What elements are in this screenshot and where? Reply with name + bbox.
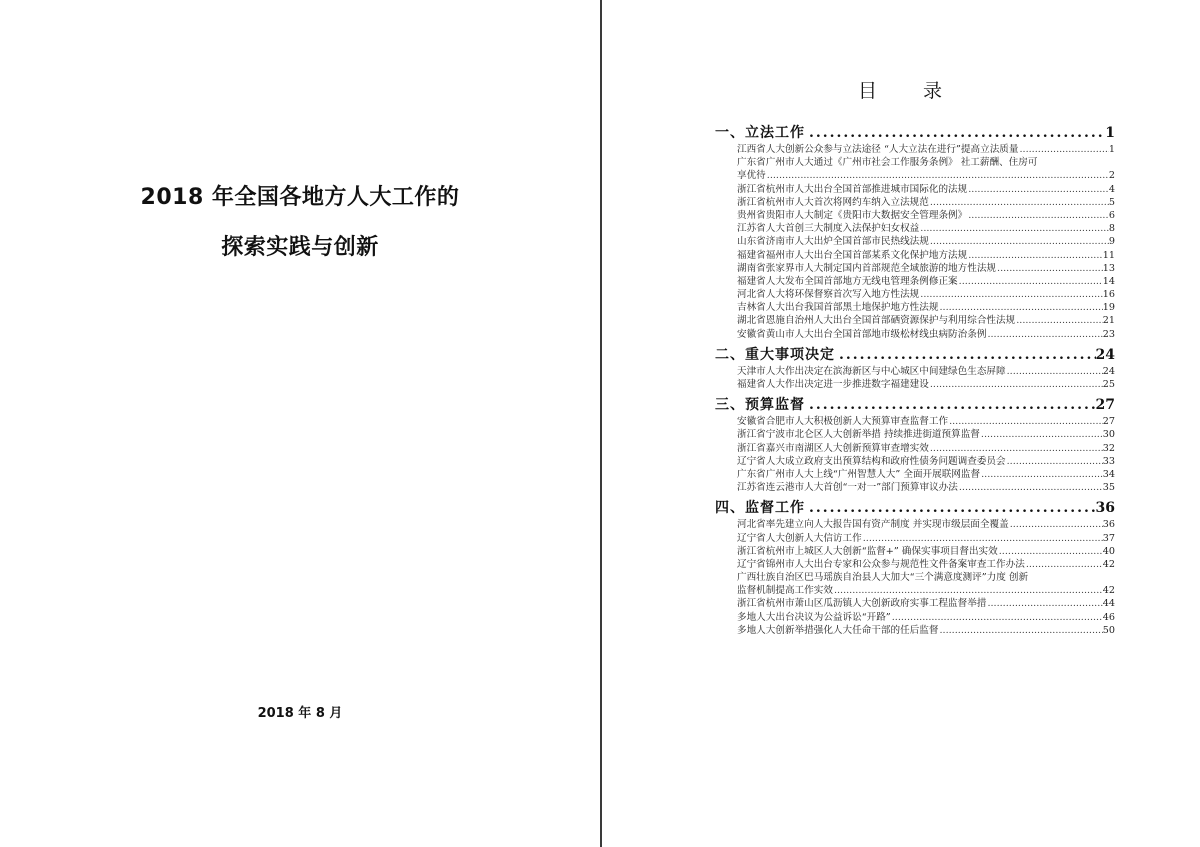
- toc-dot-leader: [996, 262, 1103, 275]
- toc-entry-page-number: 36: [1102, 519, 1115, 531]
- toc-entry-page-number: 21: [1102, 315, 1115, 327]
- toc-entry-page-number: 25: [1102, 379, 1115, 390]
- toc-dot-leader: [766, 169, 1109, 182]
- toc-entry-title-continuation: 享优待: [737, 170, 766, 182]
- toc-entry[interactable]: [737, 455, 1115, 468]
- toc-entry[interactable]: [737, 301, 1115, 314]
- toc-entry-title: 江苏省人大首创三大制度入法保护妇女权益: [737, 223, 920, 235]
- toc-entry[interactable]: [737, 415, 1115, 428]
- toc-dot-leader: [929, 235, 1109, 248]
- toc-entry-page-number: 11: [1102, 249, 1115, 261]
- toc-entry[interactable]: [737, 378, 1115, 391]
- toc-entry-title: 安徽省合肥市人大积极创新人大预算审查监督工作: [737, 416, 949, 428]
- toc-entry-page-number: 13: [1102, 262, 1115, 274]
- toc-dot-leader: [862, 532, 1103, 545]
- toc-section-heading[interactable]: [715, 123, 1115, 143]
- toc-entry-title: 浙江省嘉兴市南湖区人大创新预算审查增实效: [737, 442, 929, 454]
- toc-entry-page-number: 34: [1102, 468, 1115, 480]
- toc-dot-leader: [1009, 518, 1103, 531]
- toc-entry-title: 浙江省杭州市人大出台全国首部推进城市国际化的法规: [737, 183, 968, 195]
- toc-entry-group: [715, 365, 1115, 391]
- toc-entry-title: 河北省率先建立向人大报告国有资产制度 并实现市级层面全覆盖: [737, 519, 1009, 531]
- toc-entry[interactable]: [737, 314, 1115, 327]
- toc-entry[interactable]: [737, 468, 1115, 481]
- toc-entry-title-continuation: 监督机制提高工作实效: [737, 585, 833, 597]
- toc-entry-title: 浙江省宁波市北仑区人大创新举措 持续推进街道预算监督: [737, 429, 980, 441]
- toc-dot-leader: [919, 288, 1103, 301]
- toc-entry-page-number: 46: [1102, 611, 1115, 623]
- toc-entry-page-number: 8: [1108, 223, 1115, 235]
- toc-entry[interactable]: [737, 428, 1115, 441]
- toc-entry[interactable]: [737, 624, 1115, 637]
- toc-entry-page-number: 27: [1102, 416, 1115, 428]
- toc-entry-page-number: 42: [1102, 558, 1115, 570]
- toc-entry-title: 贵州省贵阳市人大制定《贵阳市大数据安全管理条例》: [737, 209, 968, 221]
- cover-title-line-1: 2018 年全国各地方人大工作的: [140, 185, 460, 210]
- toc-entry-page-number: 50: [1102, 624, 1115, 636]
- toc-page: [602, 0, 1200, 847]
- toc-entry-page-number: 23: [1102, 328, 1115, 340]
- toc-entry[interactable]: [737, 518, 1115, 531]
- toc-entry[interactable]: [737, 143, 1115, 156]
- toc-entry-title: 湖南省张家界市人大制定国内首部规范全域旅游的地方性法规: [737, 262, 997, 274]
- toc-dot-leader: [805, 498, 1096, 518]
- toc-section-label: 二、重大事项决定: [715, 346, 835, 363]
- toc-entry-title: 辽宁省人大成立政府支出预算结构和政府性债务问题调查委员会: [737, 455, 1006, 467]
- toc-entry-group: [715, 415, 1115, 494]
- toc-entry-title: 广东省广州市人大通过《广州市社会工作服务条例》 社工薪酬、住房可: [737, 157, 1038, 169]
- toc-dot-leader: [948, 415, 1103, 428]
- toc-entry-title: 吉林省人大出台我国首部黑土地保护地方性法规: [737, 302, 939, 314]
- toc-entry[interactable]: [737, 611, 1115, 624]
- toc-entry-page-number: 40: [1102, 545, 1115, 557]
- toc-section-heading[interactable]: [715, 395, 1115, 415]
- toc-entry[interactable]: [737, 156, 1115, 182]
- toc-dot-leader: [967, 183, 1109, 196]
- toc-entry-title: 浙江省杭州市上城区人大创新“监督+” 确保实事项目督出实效: [737, 545, 998, 557]
- toc-dot-leader: [958, 275, 1103, 288]
- toc-entry-continuation-row: [737, 169, 1115, 182]
- toc-entry[interactable]: [737, 235, 1115, 248]
- toc-entry-title: 福建省人大发布全国首部地方无线电管理条例修正案: [737, 275, 958, 287]
- toc-entry-title: 福建省人大作出决定进一步推进数字福建建设: [737, 379, 929, 390]
- toc-entry-title: 天津市人大作出决定在滨海新区与中心城区中间建绿色生态屏障: [737, 365, 1006, 377]
- toc-dot-leader: [967, 249, 1103, 262]
- toc-dot-leader: [835, 345, 1096, 365]
- toc-entry[interactable]: [737, 196, 1115, 209]
- toc-entry[interactable]: [737, 442, 1115, 455]
- toc-dot-leader: [929, 196, 1109, 209]
- toc-entry[interactable]: [737, 222, 1115, 235]
- toc-dot-leader: [1018, 143, 1108, 156]
- toc-dot-leader: [958, 481, 1103, 494]
- toc-entry[interactable]: [737, 183, 1115, 196]
- toc-entry-page-number: 37: [1102, 532, 1115, 544]
- toc-entry-title: 山东省济南市人大出炉全国首部市民热线法规: [737, 236, 929, 248]
- toc-entry[interactable]: [737, 209, 1115, 222]
- toc-section-page-number: 36: [1095, 500, 1115, 517]
- toc-dot-leader: [986, 328, 1102, 341]
- toc-entry-title: 辽宁省人大创新人大信访工作: [737, 532, 862, 544]
- toc-entry-page-number: 2: [1108, 170, 1115, 182]
- toc-entry[interactable]: [737, 275, 1115, 288]
- toc-section-heading[interactable]: [715, 498, 1115, 518]
- toc-section-label: 一、立法工作: [715, 125, 805, 141]
- toc-entry-page-number: 19: [1102, 302, 1115, 314]
- toc-entry-page-number: 24: [1102, 365, 1115, 377]
- toc-dot-leader: [938, 624, 1102, 637]
- toc-entry-title: 多地人大出台决议为公益诉讼“开路”: [737, 611, 891, 623]
- toc-entry-title: 浙江省杭州市人大首次将网约车纳入立法规范: [737, 196, 929, 208]
- toc-entry-page-number: 33: [1102, 455, 1115, 467]
- toc-entry-title: 辽宁省锦州市人大出台专家和公众参与规范性文件备案审查工作办法: [737, 558, 1025, 570]
- toc-dot-leader: [938, 301, 1102, 314]
- toc-entry[interactable]: [737, 545, 1115, 558]
- toc-dot-leader: [1006, 455, 1103, 468]
- toc-entry[interactable]: [737, 481, 1115, 494]
- toc-entry-continuation-row: [737, 584, 1115, 597]
- cover-date: 2018 年 8 月: [257, 706, 343, 721]
- toc-entry-page-number: 1: [1108, 144, 1115, 155]
- toc-entry-title: 广西壮族自治区巴马瑶族自治县人大加大“三个满意度测评”力度 创新: [737, 572, 1029, 584]
- toc-entry-title: 广东省广州市人大上线“广州智慧人大” 全面开展联网监督: [737, 468, 981, 480]
- toc-section-label: 四、监督工作: [715, 500, 805, 517]
- toc-section-page-number: 1: [1105, 125, 1115, 141]
- toc-entry[interactable]: [737, 532, 1115, 545]
- toc-dot-leader: [998, 545, 1103, 558]
- toc-entry-page-number: 6: [1108, 209, 1115, 221]
- toc-dot-leader: [833, 584, 1103, 597]
- toc-dot-leader: [1025, 558, 1103, 571]
- toc-dot-leader: [805, 395, 1096, 415]
- toc-entry[interactable]: [737, 328, 1115, 341]
- toc-section-label: 三、预算监督: [715, 397, 805, 414]
- toc-entry[interactable]: [737, 571, 1115, 597]
- toc-entry[interactable]: [737, 365, 1115, 378]
- toc-entry-page-number: 30: [1102, 429, 1115, 441]
- toc-entry[interactable]: [737, 249, 1115, 262]
- toc-entry-title: 福建省福州市人大出台全国首部某系文化保护地方法规: [737, 249, 968, 261]
- toc-entry-page-number: 42: [1102, 585, 1115, 597]
- toc-entry-title: 多地人大创新举措强化人大任命干部的任后监督: [737, 624, 939, 636]
- toc-entry[interactable]: [737, 262, 1115, 275]
- toc-dot-leader: [1006, 365, 1103, 378]
- toc-list: [715, 123, 1115, 637]
- toc-entry-title: 河北省人大将环保督察首次写入地方性法规: [737, 289, 920, 301]
- toc-entry-title: 浙江省杭州市萧山区瓜沥镇人大创新政府实事工程监督举措: [737, 598, 987, 610]
- toc-dot-leader: [805, 123, 1105, 143]
- toc-entry-title: 安徽省黄山市人大出台全国首部地市级松材线虫病防治条例: [737, 328, 987, 340]
- toc-entry[interactable]: [737, 288, 1115, 301]
- toc-entry-page-number: 35: [1102, 482, 1115, 494]
- toc-entry-page-number: 5: [1108, 196, 1115, 208]
- toc-dot-leader: [980, 468, 1103, 481]
- toc-entry[interactable]: [737, 597, 1115, 610]
- toc-dot-leader: [929, 442, 1103, 455]
- toc-entry-page-number: 4: [1108, 183, 1115, 195]
- toc-dot-leader: [891, 611, 1103, 624]
- toc-heading: 目 录: [857, 80, 963, 102]
- toc-dot-leader: [986, 597, 1102, 610]
- toc-entry[interactable]: [737, 558, 1115, 571]
- toc-dot-leader: [929, 378, 1103, 391]
- toc-entry-page-number: 9: [1108, 236, 1115, 248]
- toc-dot-leader: [1015, 314, 1103, 327]
- toc-dot-leader: [980, 428, 1103, 441]
- toc-entry-title: 湖北省恩施自治州人大出台全国首部硒资源保护与利用综合性法规: [737, 315, 1016, 327]
- toc-dot-leader: [967, 209, 1109, 222]
- toc-section-heading[interactable]: [715, 345, 1115, 365]
- toc-entry-page-number: 14: [1102, 275, 1115, 287]
- cover-title-line-2: 探索实践与创新: [221, 235, 379, 260]
- toc-entry-page-number: 16: [1102, 289, 1115, 301]
- toc-entry-group: [715, 143, 1115, 341]
- toc-entry-title: 江苏省连云港市人大首创“一对一”部门预算审议办法: [737, 482, 958, 494]
- toc-entry-group: [715, 518, 1115, 637]
- toc-section-page-number: 24: [1095, 346, 1115, 363]
- toc-entry-page-number: 44: [1102, 598, 1115, 610]
- toc-entry-title: 江西省人大创新公众参与立法途径 “人大立法在进行”提高立法质量: [737, 144, 1019, 155]
- toc-dot-leader: [919, 222, 1109, 235]
- toc-entry-page-number: 32: [1102, 442, 1115, 454]
- toc-section-page-number: 27: [1095, 397, 1115, 414]
